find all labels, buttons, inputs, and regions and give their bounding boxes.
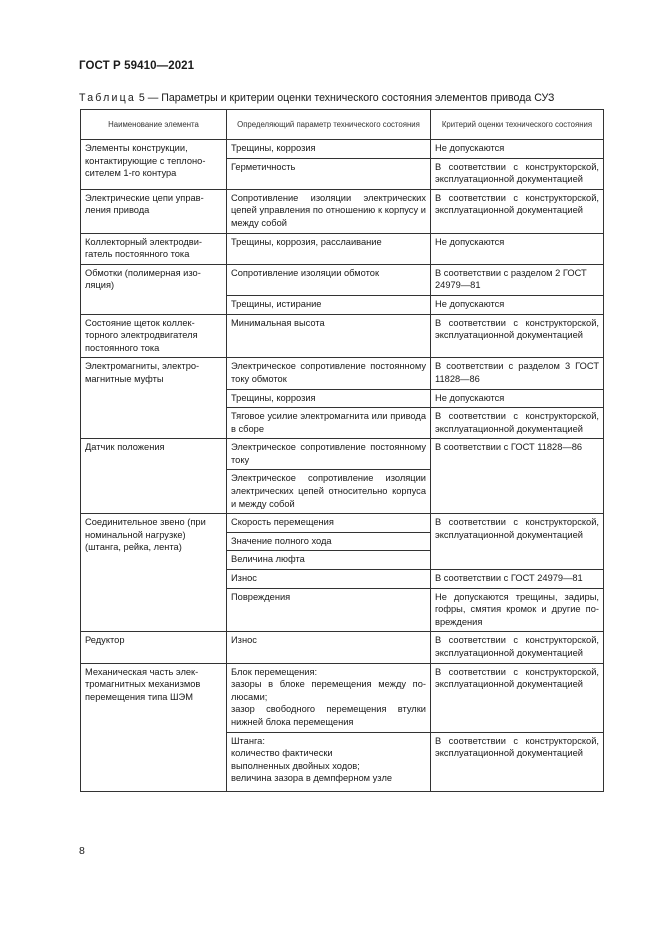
table-caption [79, 92, 554, 104]
criterion-cell: В соответствии с конструкторской, эксплуатационной документацией [431, 408, 604, 439]
parameter-line: выполненных двойных ходов; [231, 760, 360, 771]
parameter-cell: Электрическое сопротивление постоянному току обмоток [227, 358, 431, 389]
parameter-cell: Герметичность [227, 158, 431, 189]
parameter-line: зазор свободного перемещения втулки нижней блока перемещения [231, 704, 426, 727]
table-row [81, 140, 604, 159]
criterion-cell: В соответствии с ГОСТ 11828—86 [431, 439, 604, 514]
criterion-cell: В соответствии с конструкторской, эксплуатационной документацией [431, 314, 604, 358]
parameter-cell: Трещины, коррозия [227, 140, 431, 159]
page-number: 8 [79, 845, 85, 857]
column-header-criterion: Критерий оценки технического состояния [431, 110, 604, 140]
parameter-cell: Значение полного хода [227, 532, 431, 551]
parameter-cell: Трещины, коррозия [227, 389, 431, 408]
criterion-cell: Не допускаются трещины, задиры, гофры, смятия кромок и другие повреждения [431, 588, 604, 632]
element-cell: Электромагниты, электромагнитные муфты [81, 358, 227, 439]
element-cell: Обмотки (полимерная изоляция) [81, 264, 227, 314]
table-row [81, 514, 604, 533]
parameter-cell [227, 663, 431, 732]
parameter-line: зазоры в блоке перемещения между полюсами; [231, 679, 426, 702]
parameter-cell: Величина люфта [227, 551, 431, 570]
parameter-cell [227, 732, 431, 791]
element-cell: Коллекторный электродвигатель постоянного тока [81, 233, 227, 264]
criterion-cell: В соответствии с конструкторской, эксплуатационной документацией [431, 663, 604, 732]
criterion-cell: В соответствии с разделом 2 ГОСТ 24979—81 [431, 264, 604, 295]
document-code: ГОСТ Р 59410—2021 [79, 60, 195, 72]
parameters-table [80, 109, 604, 792]
parameter-cell: Электрическое сопротивление постоянному току [227, 439, 431, 470]
parameter-line: количество фактически [231, 748, 333, 759]
table-caption-prefix: Таблица [79, 92, 136, 104]
table-row [81, 439, 604, 470]
table-row [81, 264, 604, 295]
criterion-cell: Не допускаются [431, 233, 604, 264]
column-header-parameter: Определяющий параметр технического состояния [227, 110, 431, 140]
parameter-cell: Тяговое усилие электромагнита или привода в сборе [227, 408, 431, 439]
parameter-line: Блок перемещения: [231, 666, 318, 677]
parameter-cell: Сопротивление изоляции электрических цепей управления по отношению к корпусу и между собой [227, 189, 431, 233]
table-row [81, 189, 604, 233]
element-cell: Элементы конструкции, контактирующие с теплоносителем 1-го контура [81, 140, 227, 190]
table-caption-text: 5 — Параметры и критерии оценки технического состояния элементов привода СУЗ [135, 92, 555, 104]
criterion-cell: В соответствии с конструкторской, эксплуатационной документацией [431, 732, 604, 791]
table-row [81, 358, 604, 389]
criterion-cell: В соответствии с конструкторской, эксплуатационной документацией [431, 632, 604, 663]
column-header-element: Наименование элемента [81, 110, 227, 140]
criterion-cell: В соответствии с разделом 3 ГОСТ 11828—86 [431, 358, 604, 389]
parameter-cell: Трещины, коррозия, расслаивание [227, 233, 431, 264]
parameter-cell: Электрическое сопротивление изоляции электрических цепей относительно корпуса и между собой [227, 470, 431, 514]
parameter-cell: Трещины, истирание [227, 295, 431, 314]
parameter-line: величина зазора в демпферном узле [231, 773, 393, 784]
criterion-cell: В соответствии с конструкторской, эксплуатационной документацией [431, 158, 604, 189]
parameter-cell: Повреждения [227, 588, 431, 632]
criterion-cell: В соответствии с конструкторской, эксплуатационной документацией [431, 189, 604, 233]
table-header-row [81, 110, 604, 140]
table-row [81, 314, 604, 358]
table-row [81, 233, 604, 264]
parameter-line: Штанга: [231, 735, 265, 746]
table-row [81, 663, 604, 732]
table-row [81, 632, 604, 663]
element-cell: Редуктор [81, 632, 227, 663]
criterion-cell: В соответствии с ГОСТ 24979—81 [431, 570, 604, 589]
element-cell: Датчик положения [81, 439, 227, 514]
parameter-cell: Износ [227, 570, 431, 589]
criterion-cell: Не допускаются [431, 295, 604, 314]
parameter-cell: Скорость перемещения [227, 514, 431, 533]
element-cell: Электрические цепи управления привода [81, 189, 227, 233]
parameter-cell: Сопротивление изоляции обмоток [227, 264, 431, 295]
criterion-cell: Не допускаются [431, 389, 604, 408]
element-cell: Механическая часть электромагнитных механизмов перемещения типа ШЭМ [81, 663, 227, 791]
criterion-cell: Не допускаются [431, 140, 604, 159]
parameter-cell: Износ [227, 632, 431, 663]
criterion-cell: В соответствии с конструкторской, эксплуатационной документацией [431, 514, 604, 570]
element-cell: Состояние щеток коллекторного электродвигателя постоянного тока [81, 314, 227, 358]
element-cell: Соединительное звено (при номинальной нагрузке) (штанга, рейка, лента) [81, 514, 227, 632]
parameter-cell: Минимальная высота [227, 314, 431, 358]
